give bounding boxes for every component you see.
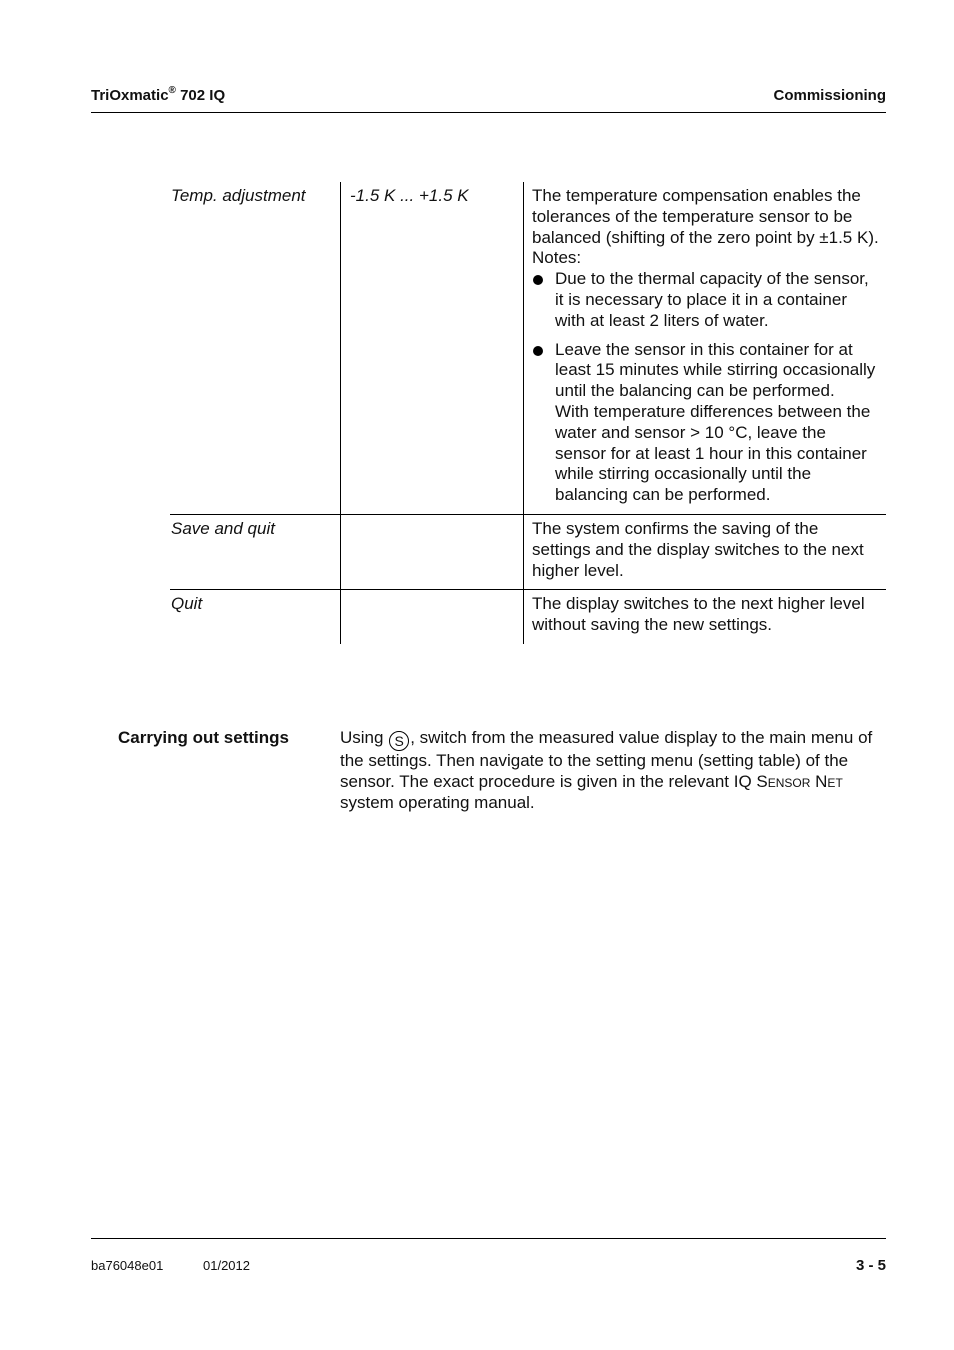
table-row xyxy=(170,589,886,644)
table-row xyxy=(170,514,886,589)
para-text: system operating manual. xyxy=(340,792,535,812)
page-number: 3 - 5 xyxy=(855,1257,886,1274)
setting-name: Quit xyxy=(171,594,203,614)
document-date: 01/2012 xyxy=(203,1258,250,1273)
note-bullet xyxy=(532,269,880,331)
registered-mark: ® xyxy=(168,85,176,96)
setting-description: The system confirms the saving of the settings and the display switches to the next higher level. xyxy=(523,515,886,589)
section-paragraph xyxy=(340,728,886,813)
setting-name: Temp. adjustment xyxy=(171,186,306,205)
setting-description xyxy=(523,182,886,514)
note-bullet xyxy=(532,340,880,506)
s-key-icon: S xyxy=(389,731,409,751)
document-id: ba76048e01 xyxy=(91,1258,164,1273)
notes-label: Notes: xyxy=(532,248,582,268)
para-text: Using xyxy=(340,728,389,747)
page-footer xyxy=(91,1238,886,1279)
section-label: Carrying out settings xyxy=(118,728,289,747)
chapter-title: Commissioning xyxy=(773,87,886,104)
table-row xyxy=(170,182,886,514)
product-model: 702 IQ xyxy=(175,87,226,104)
bullet-icon xyxy=(533,346,543,356)
product-title xyxy=(91,86,225,104)
setting-range: -1.5 K ... +1.5 K xyxy=(340,182,523,514)
brand-name: Sensor Net xyxy=(756,771,843,791)
note-text: Due to the thermal capacity of the sensor, it is necessary to place it in a container with at least 2 liters of water. xyxy=(555,269,869,330)
note-text: Leave the sensor in this container for at least 15 minutes while stirring occasionally until the balancing can be performed. xyxy=(555,339,876,401)
page-header xyxy=(91,84,886,113)
setting-range xyxy=(340,515,523,589)
setting-range xyxy=(340,590,523,644)
settings-table xyxy=(170,182,886,644)
product-name: TriOxmatic xyxy=(91,87,169,104)
description-intro: The temperature compensation enables the tolerances of the temperature sensor to be balanced (shifting of the zero point by ±1.5 K). xyxy=(532,186,879,247)
note-text-continued: With temperature differences between the water and sensor > 10 °C, leave the sensor for at least 1 hour in this container while stirring occasionally until the balancing can be performed. xyxy=(555,401,871,505)
setting-name: Save and quit xyxy=(171,518,275,538)
setting-description: The display switches to the next higher level without saving the new settings. xyxy=(523,590,886,644)
bullet-icon xyxy=(533,275,543,285)
para-text: , switch from the measured value display to the main menu of the settings. Then navigate to the setting menu (setting table) of the sensor. The exact procedure is given in the relevant IQ xyxy=(340,728,873,791)
